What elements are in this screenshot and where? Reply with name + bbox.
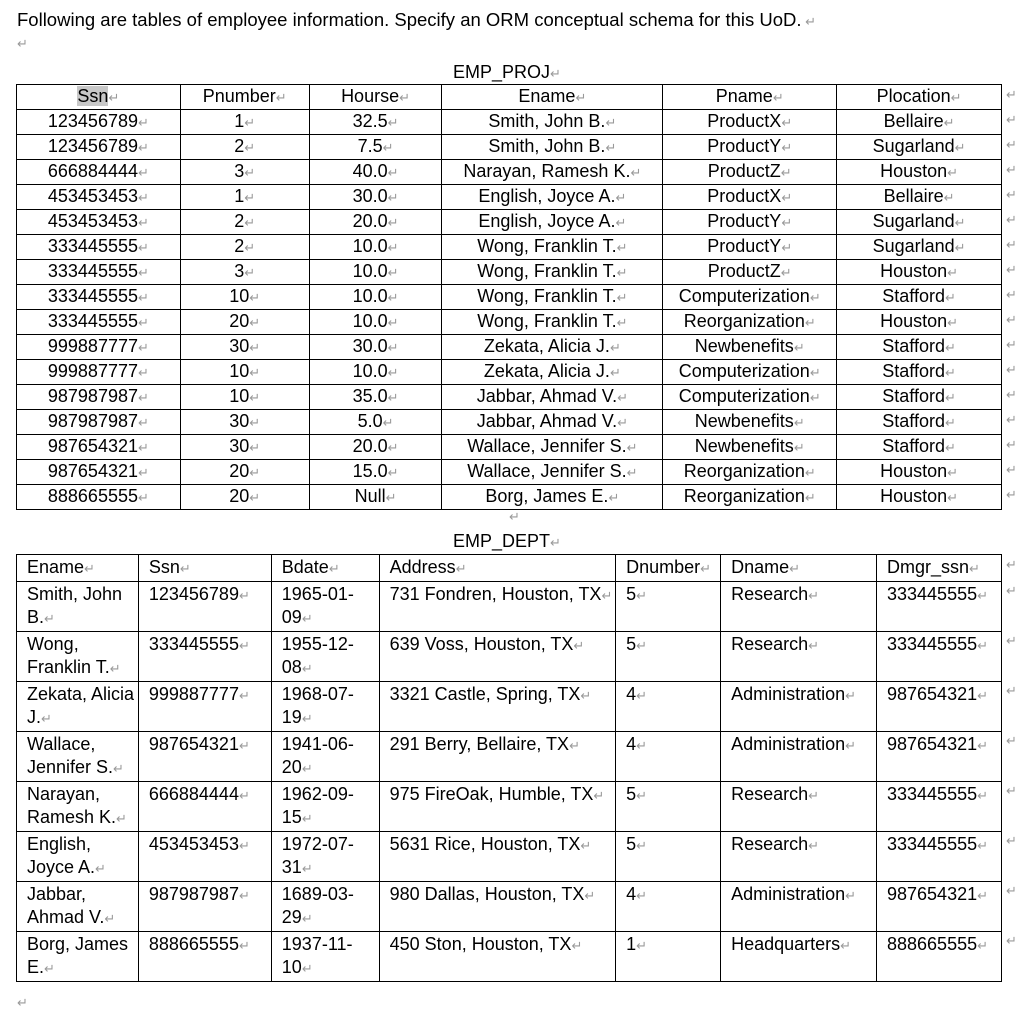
column-header: Pname↵ bbox=[663, 85, 837, 110]
table-cell: Zekata, Alicia J.↵ bbox=[442, 360, 663, 385]
table-cell: 1937-11-10↵ bbox=[271, 931, 379, 981]
table-cell: 639 Voss, Houston, TX↵ bbox=[379, 631, 615, 681]
table-row bbox=[17, 260, 1002, 285]
table-cell: 453453453↵ bbox=[17, 185, 181, 210]
table-cell: 1689-03-29↵ bbox=[271, 881, 379, 931]
table-cell: ProductY↵ bbox=[663, 135, 837, 160]
table-cell: Newbenefits↵ bbox=[663, 435, 837, 460]
column-header: Ssn↵ bbox=[17, 85, 181, 110]
table-cell: 30↵ bbox=[180, 435, 309, 460]
table-cell: 333445555↵ bbox=[877, 781, 1002, 831]
emp-dept-table bbox=[16, 554, 1002, 982]
table-cell: Computerization↵ bbox=[663, 385, 837, 410]
table-cell: 5↵ bbox=[616, 631, 721, 681]
table-row bbox=[17, 681, 1002, 731]
table-cell: 2↵ bbox=[180, 135, 309, 160]
table-cell: Administration↵ bbox=[721, 681, 877, 731]
emp-proj-table bbox=[16, 84, 1002, 510]
table-cell: Houston↵ bbox=[837, 460, 1002, 485]
table-cell: 987654321↵ bbox=[138, 731, 271, 781]
table-row bbox=[17, 831, 1002, 881]
table-cell: Wong, Franklin T.↵ bbox=[442, 235, 663, 260]
row-end-mark: ↵ bbox=[1006, 161, 1017, 177]
table-cell: 10.0↵ bbox=[309, 235, 442, 260]
table-cell: 7.5↵ bbox=[309, 135, 442, 160]
table-cell: Smith, John B.↵ bbox=[17, 581, 139, 631]
table-cell: 123456789↵ bbox=[138, 581, 271, 631]
row-end-mark: ↵ bbox=[1006, 336, 1017, 352]
table-cell: Stafford↵ bbox=[837, 385, 1002, 410]
table-cell: Houston↵ bbox=[837, 260, 1002, 285]
table-cell: Wallace, Jennifer S.↵ bbox=[442, 435, 663, 460]
empty-paragraph-mark: ↵ bbox=[17, 36, 28, 51]
table-cell: 2↵ bbox=[180, 235, 309, 260]
table-cell: 1962-09-15↵ bbox=[271, 781, 379, 831]
table-cell: Computerization↵ bbox=[663, 285, 837, 310]
table-row bbox=[17, 310, 1002, 335]
table-cell: Bellaire↵ bbox=[837, 110, 1002, 135]
table-cell: 10.0↵ bbox=[309, 285, 442, 310]
table-row bbox=[17, 485, 1002, 510]
table-cell: 1972-07-31↵ bbox=[271, 831, 379, 881]
table-cell: Administration↵ bbox=[721, 881, 877, 931]
table-cell: 20↵ bbox=[180, 310, 309, 335]
table-cell: 3↵ bbox=[180, 160, 309, 185]
table-cell: English, Joyce A.↵ bbox=[17, 831, 139, 881]
column-header: Dname↵ bbox=[721, 555, 877, 582]
row-end-mark: ↵ bbox=[1006, 783, 1017, 798]
table-row bbox=[17, 235, 1002, 260]
table-cell: 20↵ bbox=[180, 460, 309, 485]
table-cell: 4↵ bbox=[616, 881, 721, 931]
column-header: Address↵ bbox=[379, 555, 615, 582]
table-row bbox=[17, 135, 1002, 160]
table-cell: Jabbar, Ahmad V.↵ bbox=[17, 881, 139, 931]
table-row bbox=[17, 110, 1002, 135]
table-cell: 40.0↵ bbox=[309, 160, 442, 185]
table-cell: 30.0↵ bbox=[309, 335, 442, 360]
row-end-mark: ↵ bbox=[1006, 683, 1017, 698]
table-cell: 10↵ bbox=[180, 385, 309, 410]
table-cell: Sugarland↵ bbox=[837, 235, 1002, 260]
table-cell: 333445555↵ bbox=[17, 310, 181, 335]
table-cell: 15.0↵ bbox=[309, 460, 442, 485]
table-cell: Headquarters↵ bbox=[721, 931, 877, 981]
table-cell: 10.0↵ bbox=[309, 260, 442, 285]
table-cell: 666884444↵ bbox=[138, 781, 271, 831]
table-cell: 333445555↵ bbox=[877, 831, 1002, 881]
table-row bbox=[17, 931, 1002, 981]
table-cell: Zekata, Alicia J.↵ bbox=[442, 335, 663, 360]
table-cell: 987654321↵ bbox=[877, 881, 1002, 931]
table-cell: 987987987↵ bbox=[17, 385, 181, 410]
table-cell: Reorganization↵ bbox=[663, 485, 837, 510]
row-end-mark: ↵ bbox=[1006, 261, 1017, 277]
row-end-mark: ↵ bbox=[1006, 86, 1017, 102]
table-cell: Stafford↵ bbox=[837, 285, 1002, 310]
table-cell: 888665555↵ bbox=[138, 931, 271, 981]
row-end-mark: ↵ bbox=[1006, 556, 1017, 572]
table-cell: Stafford↵ bbox=[837, 360, 1002, 385]
row-end-mark: ↵ bbox=[1006, 386, 1017, 402]
table-cell: English, Joyce A.↵ bbox=[442, 210, 663, 235]
table-cell: 20↵ bbox=[180, 485, 309, 510]
table-cell: 5↵ bbox=[616, 781, 721, 831]
table-cell: Null↵ bbox=[309, 485, 442, 510]
table-cell: Bellaire↵ bbox=[837, 185, 1002, 210]
table-cell: Stafford↵ bbox=[837, 435, 1002, 460]
table-cell: 333445555↵ bbox=[138, 631, 271, 681]
table-cell: Smith, John B.↵ bbox=[442, 110, 663, 135]
empty-paragraph-mark: ↵ bbox=[17, 995, 28, 1010]
row-end-mark: ↵ bbox=[1006, 111, 1017, 127]
table-cell: Wong, Franklin T.↵ bbox=[17, 631, 139, 681]
table-cell: Wallace, Jennifer S.↵ bbox=[442, 460, 663, 485]
table-cell: Jabbar, Ahmad V.↵ bbox=[442, 385, 663, 410]
column-header: Hourse↵ bbox=[309, 85, 442, 110]
row-end-mark: ↵ bbox=[1006, 236, 1017, 252]
table-cell: Houston↵ bbox=[837, 310, 1002, 335]
table-row bbox=[17, 410, 1002, 435]
table-row bbox=[17, 385, 1002, 410]
table-row bbox=[17, 160, 1002, 185]
table-cell: 32.5↵ bbox=[309, 110, 442, 135]
table-cell: Computerization↵ bbox=[663, 360, 837, 385]
table-row bbox=[17, 285, 1002, 310]
table-cell: Wong, Franklin T.↵ bbox=[442, 260, 663, 285]
table-cell: Wallace, Jennifer S.↵ bbox=[17, 731, 139, 781]
table-cell: 1↵ bbox=[616, 931, 721, 981]
table-cell: 30↵ bbox=[180, 410, 309, 435]
table-cell: 1↵ bbox=[180, 185, 309, 210]
row-end-mark: ↵ bbox=[1006, 486, 1017, 502]
row-end-mark: ↵ bbox=[1006, 583, 1017, 598]
table-cell: Research↵ bbox=[721, 831, 877, 881]
table-cell: 987654321↵ bbox=[877, 731, 1002, 781]
table-cell: 10↵ bbox=[180, 360, 309, 385]
table-cell: 987987987↵ bbox=[17, 410, 181, 435]
table-cell: 453453453↵ bbox=[17, 210, 181, 235]
table-cell: Research↵ bbox=[721, 631, 877, 681]
table-cell: 1965-01-09↵ bbox=[271, 581, 379, 631]
table-cell: Stafford↵ bbox=[837, 335, 1002, 360]
table-cell: 999887777↵ bbox=[17, 335, 181, 360]
table-row bbox=[17, 581, 1002, 631]
table-cell: 2↵ bbox=[180, 210, 309, 235]
row-end-mark: ↵ bbox=[1006, 461, 1017, 477]
column-header: Dnumber↵ bbox=[616, 555, 721, 582]
table-cell: Reorganization↵ bbox=[663, 310, 837, 335]
table-cell: ProductZ↵ bbox=[663, 160, 837, 185]
emp-dept-header-row bbox=[17, 555, 1002, 582]
table-cell: 30↵ bbox=[180, 335, 309, 360]
table-cell: Houston↵ bbox=[837, 160, 1002, 185]
table-cell: 5↵ bbox=[616, 581, 721, 631]
table-cell: Borg, James E.↵ bbox=[17, 931, 139, 981]
row-end-mark: ↵ bbox=[1006, 833, 1017, 848]
table-cell: ProductZ↵ bbox=[663, 260, 837, 285]
table-row bbox=[17, 731, 1002, 781]
table-cell: ProductY↵ bbox=[663, 210, 837, 235]
row-end-mark: ↵ bbox=[1006, 286, 1017, 302]
table-cell: 987654321↵ bbox=[17, 435, 181, 460]
empty-paragraph-mark: ↵ bbox=[509, 509, 520, 524]
table-cell: Houston↵ bbox=[837, 485, 1002, 510]
table-cell: 5631 Rice, Houston, TX↵ bbox=[379, 831, 615, 881]
row-end-mark: ↵ bbox=[1006, 311, 1017, 327]
emp-dept-title: EMP_DEPT↵ bbox=[453, 531, 561, 551]
table-cell: 20.0↵ bbox=[309, 435, 442, 460]
table-row bbox=[17, 435, 1002, 460]
table-cell: 888665555↵ bbox=[17, 485, 181, 510]
table-cell: 4↵ bbox=[616, 731, 721, 781]
table-cell: 123456789↵ bbox=[17, 135, 181, 160]
table-cell: Zekata, Alicia J.↵ bbox=[17, 681, 139, 731]
column-header: Dmgr_ssn↵ bbox=[877, 555, 1002, 582]
table-cell: 10.0↵ bbox=[309, 360, 442, 385]
table-cell: ProductX↵ bbox=[663, 110, 837, 135]
column-header: Plocation↵ bbox=[837, 85, 1002, 110]
table-cell: Sugarland↵ bbox=[837, 210, 1002, 235]
row-end-mark: ↵ bbox=[1006, 436, 1017, 452]
table-cell: 5↵ bbox=[616, 831, 721, 881]
table-cell: Administration↵ bbox=[721, 731, 877, 781]
table-cell: Wong, Franklin T.↵ bbox=[442, 285, 663, 310]
table-cell: 1↵ bbox=[180, 110, 309, 135]
table-cell: 10↵ bbox=[180, 285, 309, 310]
table-cell: Reorganization↵ bbox=[663, 460, 837, 485]
table-cell: Stafford↵ bbox=[837, 410, 1002, 435]
table-cell: 333445555↵ bbox=[17, 285, 181, 310]
table-cell: Newbenefits↵ bbox=[663, 335, 837, 360]
row-end-mark: ↵ bbox=[1006, 211, 1017, 227]
table-cell: ProductY↵ bbox=[663, 235, 837, 260]
table-cell: 987654321↵ bbox=[17, 460, 181, 485]
table-cell: 30.0↵ bbox=[309, 185, 442, 210]
table-row bbox=[17, 360, 1002, 385]
table-cell: 987987987↵ bbox=[138, 881, 271, 931]
table-cell: 35.0↵ bbox=[309, 385, 442, 410]
table-row bbox=[17, 335, 1002, 360]
table-cell: 999887777↵ bbox=[17, 360, 181, 385]
table-cell: 333445555↵ bbox=[877, 631, 1002, 681]
table-cell: 3↵ bbox=[180, 260, 309, 285]
table-cell: Borg, James E.↵ bbox=[442, 485, 663, 510]
table-cell: 4↵ bbox=[616, 681, 721, 731]
table-cell: 333445555↵ bbox=[17, 260, 181, 285]
table-cell: 999887777↵ bbox=[138, 681, 271, 731]
table-row bbox=[17, 210, 1002, 235]
intro-paragraph: Following are tables of employee information. Specify an ORM conceptual schema for this UoD. ↵ bbox=[17, 9, 817, 30]
table-cell: 980 Dallas, Houston, TX↵ bbox=[379, 881, 615, 931]
table-cell: 450 Ston, Houston, TX↵ bbox=[379, 931, 615, 981]
table-cell: Newbenefits↵ bbox=[663, 410, 837, 435]
table-cell: 987654321↵ bbox=[877, 681, 1002, 731]
table-cell: 888665555↵ bbox=[877, 931, 1002, 981]
table-row bbox=[17, 185, 1002, 210]
table-cell: 453453453↵ bbox=[138, 831, 271, 881]
table-cell: Research↵ bbox=[721, 781, 877, 831]
table-cell: Narayan, Ramesh K.↵ bbox=[442, 160, 663, 185]
table-cell: 731 Fondren, Houston, TX↵ bbox=[379, 581, 615, 631]
row-end-mark: ↵ bbox=[1006, 411, 1017, 427]
table-cell: 3321 Castle, Spring, TX↵ bbox=[379, 681, 615, 731]
row-end-mark: ↵ bbox=[1006, 733, 1017, 748]
row-end-mark: ↵ bbox=[1006, 883, 1017, 898]
emp-proj-title: EMP_PROJ↵ bbox=[453, 62, 561, 82]
table-cell: Research↵ bbox=[721, 581, 877, 631]
row-end-mark: ↵ bbox=[1006, 633, 1017, 648]
table-cell: 333445555↵ bbox=[877, 581, 1002, 631]
column-header: Ename↵ bbox=[17, 555, 139, 582]
table-cell: 1968-07-19↵ bbox=[271, 681, 379, 731]
table-cell: 123456789↵ bbox=[17, 110, 181, 135]
table-cell: 291 Berry, Bellaire, TX↵ bbox=[379, 731, 615, 781]
emp-proj-header-row bbox=[17, 85, 1002, 110]
table-cell: 1955-12-08↵ bbox=[271, 631, 379, 681]
column-header: Ssn↵ bbox=[138, 555, 271, 582]
table-cell: 975 FireOak, Humble, TX↵ bbox=[379, 781, 615, 831]
table-row bbox=[17, 881, 1002, 931]
row-end-mark: ↵ bbox=[1006, 186, 1017, 202]
column-header: Pnumber↵ bbox=[180, 85, 309, 110]
column-header: Bdate↵ bbox=[271, 555, 379, 582]
table-cell: 10.0↵ bbox=[309, 310, 442, 335]
table-cell: Sugarland↵ bbox=[837, 135, 1002, 160]
table-cell: 333445555↵ bbox=[17, 235, 181, 260]
table-cell: Wong, Franklin T.↵ bbox=[442, 310, 663, 335]
table-row bbox=[17, 631, 1002, 681]
table-cell: 5.0↵ bbox=[309, 410, 442, 435]
table-cell: 1941-06-20↵ bbox=[271, 731, 379, 781]
table-cell: Smith, John B.↵ bbox=[442, 135, 663, 160]
row-end-mark: ↵ bbox=[1006, 136, 1017, 152]
column-header: Ename↵ bbox=[442, 85, 663, 110]
table-cell: English, Joyce A.↵ bbox=[442, 185, 663, 210]
table-cell: ProductX↵ bbox=[663, 185, 837, 210]
row-end-mark: ↵ bbox=[1006, 361, 1017, 377]
table-row bbox=[17, 781, 1002, 831]
table-cell: 20.0↵ bbox=[309, 210, 442, 235]
table-cell: Narayan, Ramesh K.↵ bbox=[17, 781, 139, 831]
table-row bbox=[17, 460, 1002, 485]
row-end-mark: ↵ bbox=[1006, 933, 1017, 948]
table-cell: 666884444↵ bbox=[17, 160, 181, 185]
table-cell: Jabbar, Ahmad V.↵ bbox=[442, 410, 663, 435]
